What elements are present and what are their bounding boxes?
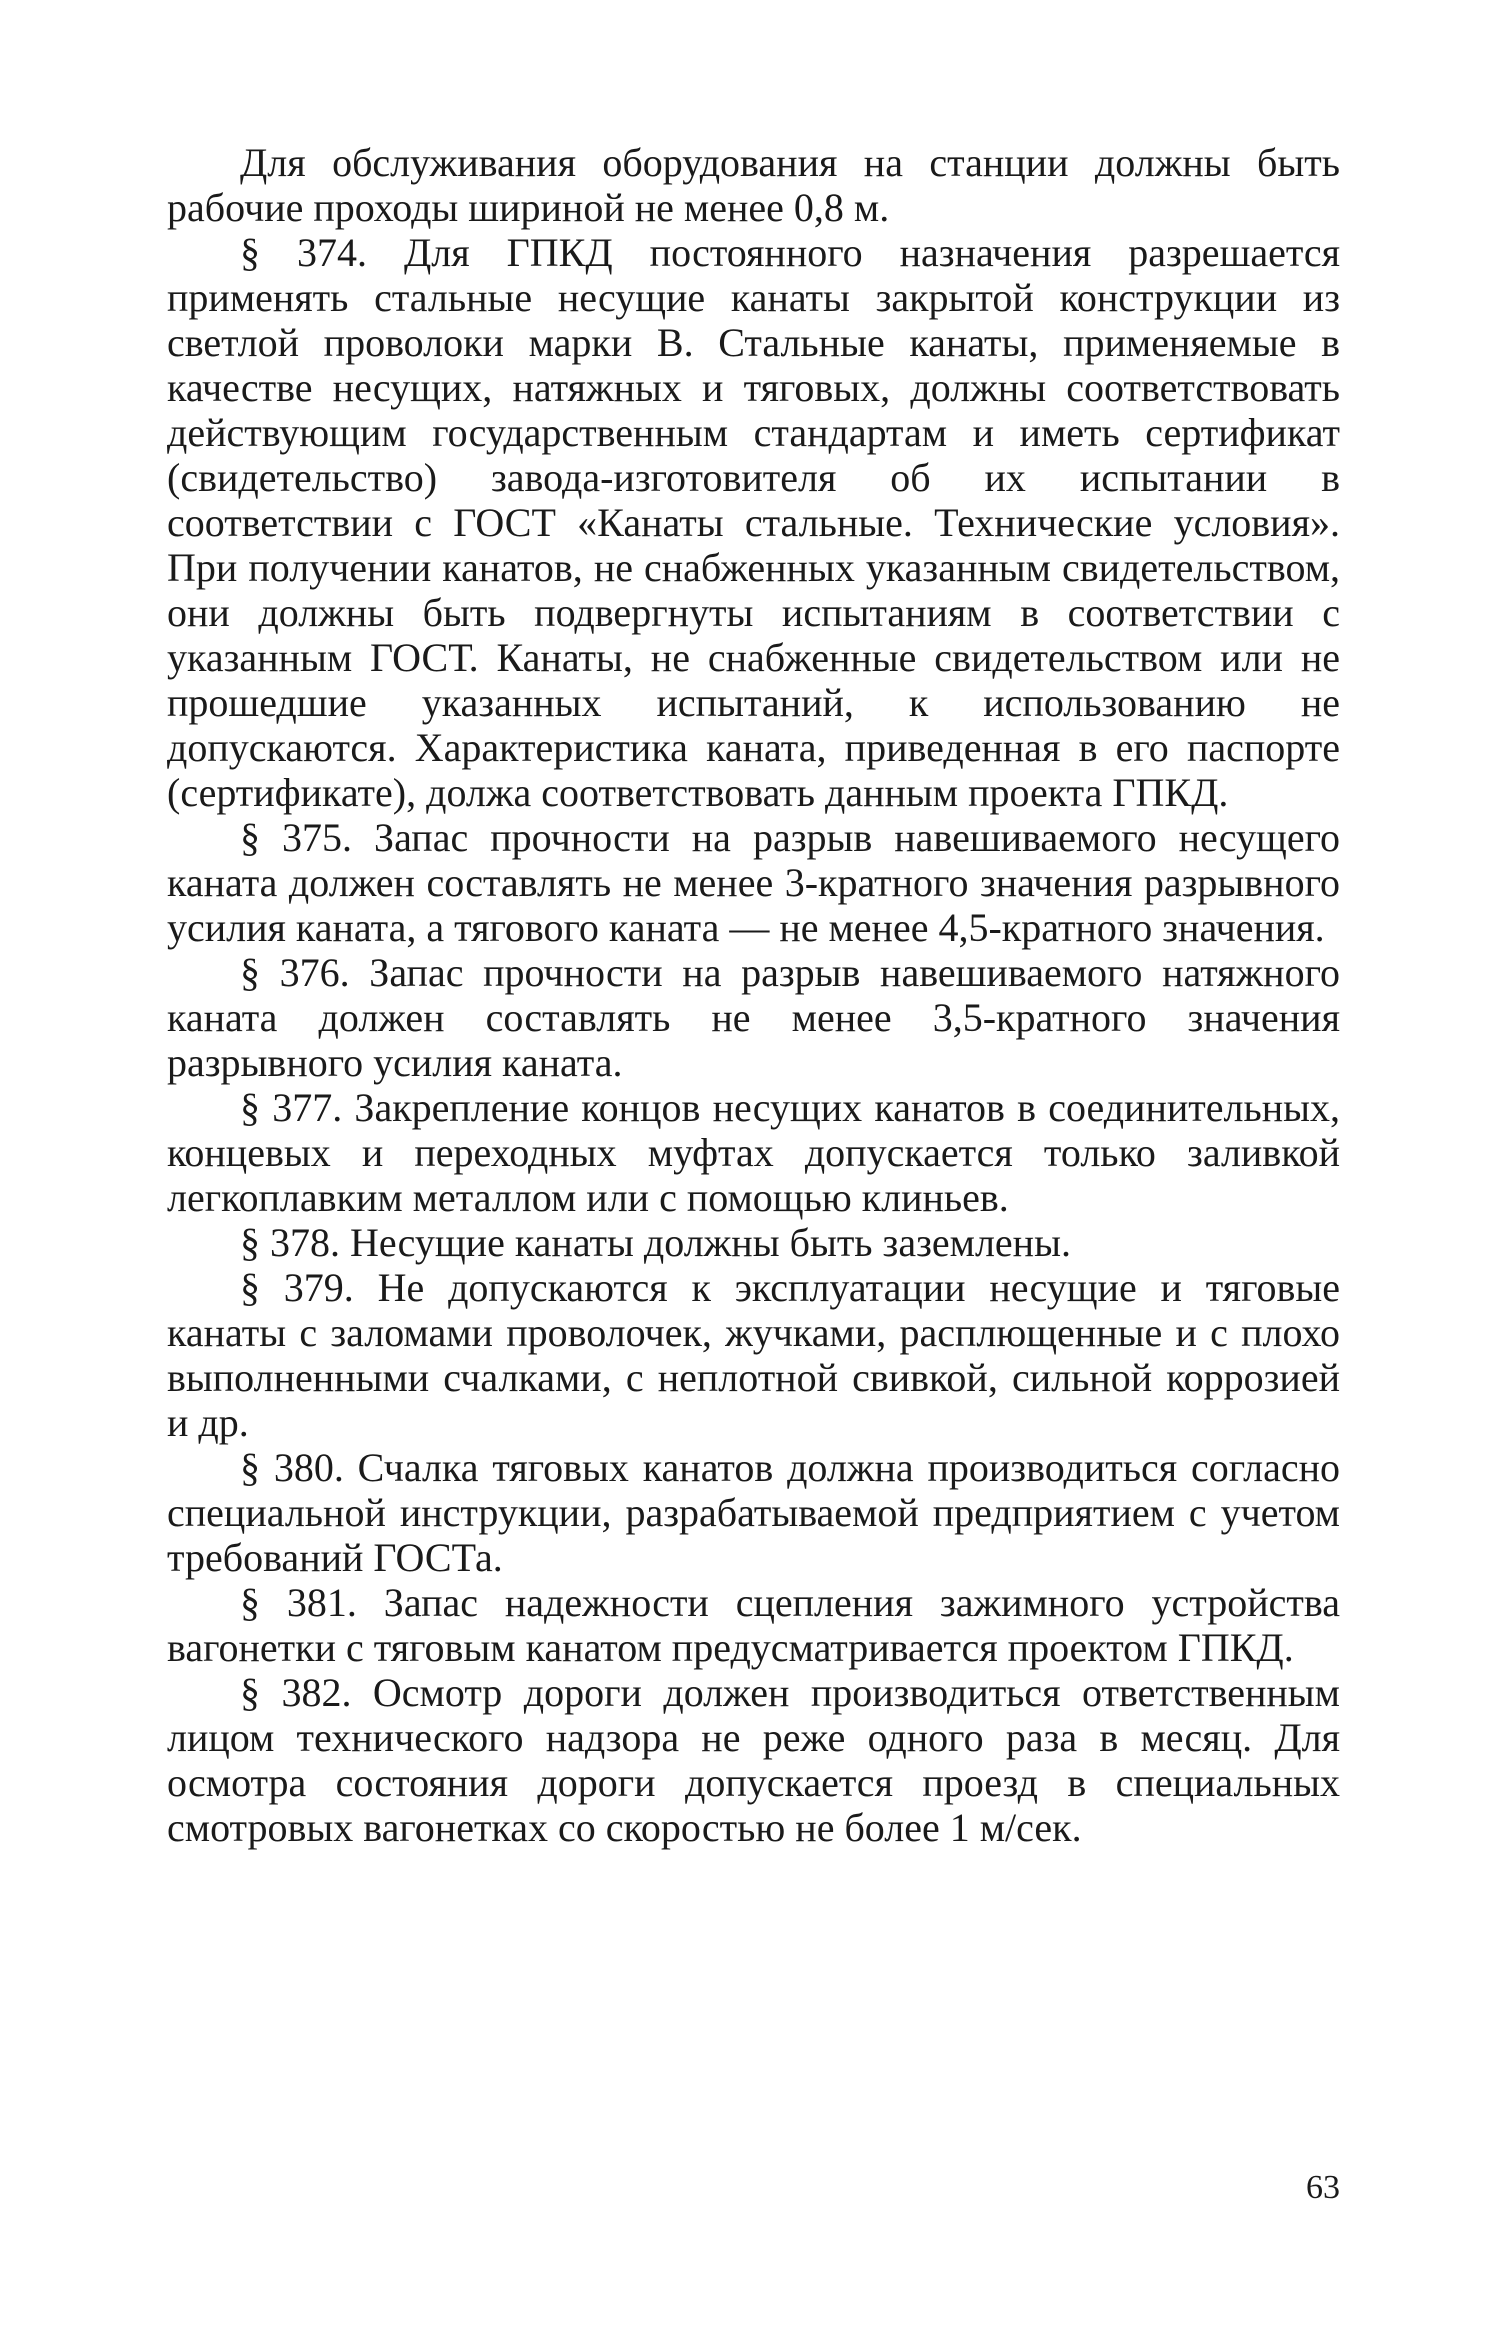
page-body xyxy=(167,140,1340,1850)
paragraph-377: § 377. Закрепление концов несущих канатов в соединительных, концевых и переходных муфтах допускается только заливкой легкоплавким металлом или с помощью клиньев. xyxy=(167,1085,1340,1220)
paragraph-382: § 382. Осмотр дороги должен производиться ответственным лицом технического надзора не реже одного раза в месяц. Для осмотра состояния дороги допускается проезд в специальных смотровых вагонетках со скоростью не более 1 м/сек. xyxy=(167,1670,1340,1850)
page-number: 63 xyxy=(1306,2169,1340,2206)
paragraph-intro: Для обслуживания оборудования на станции должны быть рабочие проходы шириной не менее 0,8 м. xyxy=(167,140,1340,230)
paragraph-375: § 375. Запас прочности на разрыв навешиваемого несущего каната должен составлять не менее 3-кратного значения разрывного усилия каната, а тягового каната — не менее 4,5-кратного значения. xyxy=(167,815,1340,950)
paragraph-376: § 376. Запас прочности на разрыв навешиваемого натяжного каната должен составлять не менее 3,5-кратного значения разрывного усилия каната. xyxy=(167,950,1340,1085)
paragraph-374: § 374. Для ГПКД постоянного назначения разрешается применять стальные несущие канаты закрытой конструкции из светлой проволоки марки В. Стальные канаты, применяемые в качестве несущих, натяжных и тяговых, должны соответствовать действующим государственным стандартам и иметь сертификат (свидетельство) завода-изготовителя об их испытании в соответствии с ГОСТ «Канаты стальные. Технические условия». При получении канатов, не снабженных указанным свидетельством, они должны быть подвергнуты испытаниям в соответствии с указанным ГОСТ. Канаты, не снабженные свидетельством или не прошедшие указанных испытаний, к использованию не допускаются. Характеристика каната, приведенная в его паспорте (сертификате), должа соответствовать данным проекта ГПКД. xyxy=(167,230,1340,815)
paragraph-379: § 379. Не допускаются к эксплуатации несущие и тяговые канаты с заломами проволочек, жучками, расплющенные и с плохо выполненными счалками, с неплотной свивкой, сильной коррозией и др. xyxy=(167,1265,1340,1445)
paragraph-380: § 380. Счалка тяговых канатов должна производиться согласно специальной инструкции, разрабатываемой предприятием с учетом требований ГОСТа. xyxy=(167,1445,1340,1580)
paragraph-381: § 381. Запас надежности сцепления зажимного устройства вагонетки с тяговым канатом предусматривается проектом ГПКД. xyxy=(167,1580,1340,1670)
paragraph-378: § 378. Несущие канаты должны быть заземлены. xyxy=(240,1220,1071,1265)
